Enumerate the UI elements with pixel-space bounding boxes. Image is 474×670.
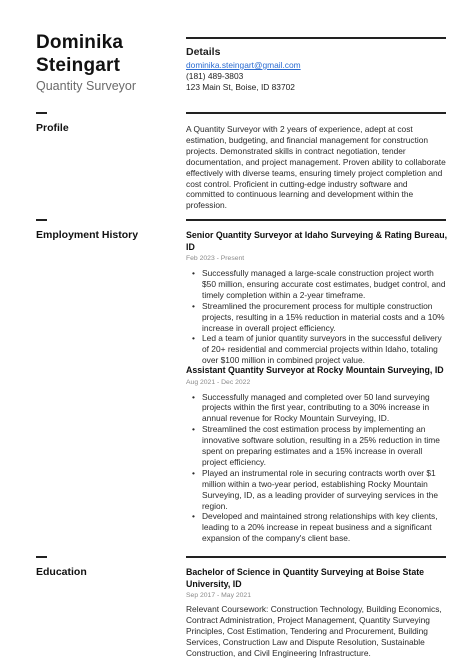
education-entry [186, 567, 448, 659]
education-text: Relevant Coursework: Construction Technology, Building Economics, Contract Administration, Project Management, Quantity Surveying Principles, Cost Estimation, Tendering and Procurement, Building Services, Construction Law and Dispute Resolution, Sustainable Construction, and Civil Engineering Infrastructure. [186, 604, 442, 658]
education-dates: Sep 2017 - May 2021 [186, 592, 251, 599]
email-link[interactable]: dominika.steingart@gmail.com [186, 60, 301, 70]
job-entry [186, 365, 448, 544]
profile-text: A Quantity Surveyor with 2 years of experience, adept at cost estimation, budgeting, and financial management for construction projects. Demonstrated skills in contract negotiation, tender documentation, and project management. Proven ability to collaborate effectively with diverse teams, ensuring timely project completion and cost control. Proficient in cutting-edge industry software and committed to continuous learning and development within the profession. [186, 124, 446, 211]
details-rule [186, 37, 446, 39]
list-item: • Successfully managed a large-scale construction project worth $50 million, ensuring accurate cost estimates, budget control, and timely completion within a 2-year timeframe. [192, 268, 446, 300]
profile-rule [186, 112, 446, 114]
name-block [36, 31, 176, 94]
list-item: • Led a team of junior quantity surveyors in the successful delivery of 20+ residential and commercial projects within Idaho, totaling over $100 million in combined project value. [192, 333, 442, 366]
job-bullets [186, 268, 448, 366]
details-section [186, 46, 448, 93]
education-dash [36, 556, 47, 558]
phone-number: (181) 489-3803 [186, 71, 244, 81]
job-dates: Aug 2021 - Dec 2022 [186, 378, 251, 386]
details-title: Details [186, 46, 221, 58]
profile-label: Profile [36, 122, 69, 134]
employment-label: Employment History [36, 229, 139, 241]
job-title: Assistant Quantity Surveyor at Rocky Mountain Surveying, ID [186, 365, 444, 375]
employment-dash [36, 219, 47, 221]
address: 123 Main St, Boise, ID 83702 [186, 82, 295, 92]
job-role: Quantity Surveyor [36, 79, 137, 93]
last-name: Steingart [36, 55, 121, 76]
list-item: • Streamlined the cost estimation process by implementing an innovative software solution, resulting in a 25% reduction in time spent on preparing estimates and a 15% increase in overall project efficiency. [192, 424, 440, 467]
profile-dash [36, 112, 47, 114]
job-bullets [186, 392, 448, 545]
first-name: Dominika [36, 32, 124, 53]
list-item: • Streamlined the procurement process for multiple construction projects, resulting in a 15% reduction in material costs and a 10% increase in overall project efficiency. [192, 300, 445, 333]
degree-title: Bachelor of Science in Quantity Surveying at Boise State University, ID [186, 567, 425, 589]
list-item: • Successfully managed and completed over 50 land surveying projects within the first year, contributing to a 30% increase in annual revenue for Rocky Mountain Surveying, ID. [192, 391, 430, 424]
job-dates: Feb 2023 - Present [186, 255, 245, 262]
list-item: • Played an instrumental role in securing contracts worth over $1 million within a two-year period, establishing Rocky Mountain Surveying, ID, as a leading provider of surveying services in the region. [192, 467, 439, 511]
employment-rule [186, 219, 446, 221]
education-label: Education [36, 566, 87, 578]
education-rule [186, 556, 446, 558]
job-entry [186, 230, 448, 366]
job-title: Senior Quantity Surveyor at Idaho Surveying & Rating Bureau, ID [186, 230, 448, 252]
list-item: • Developed and maintained strong relationships with key clients, leading to a 20% increase in repeat business and a significant expansion of the company's client base. [192, 511, 438, 544]
